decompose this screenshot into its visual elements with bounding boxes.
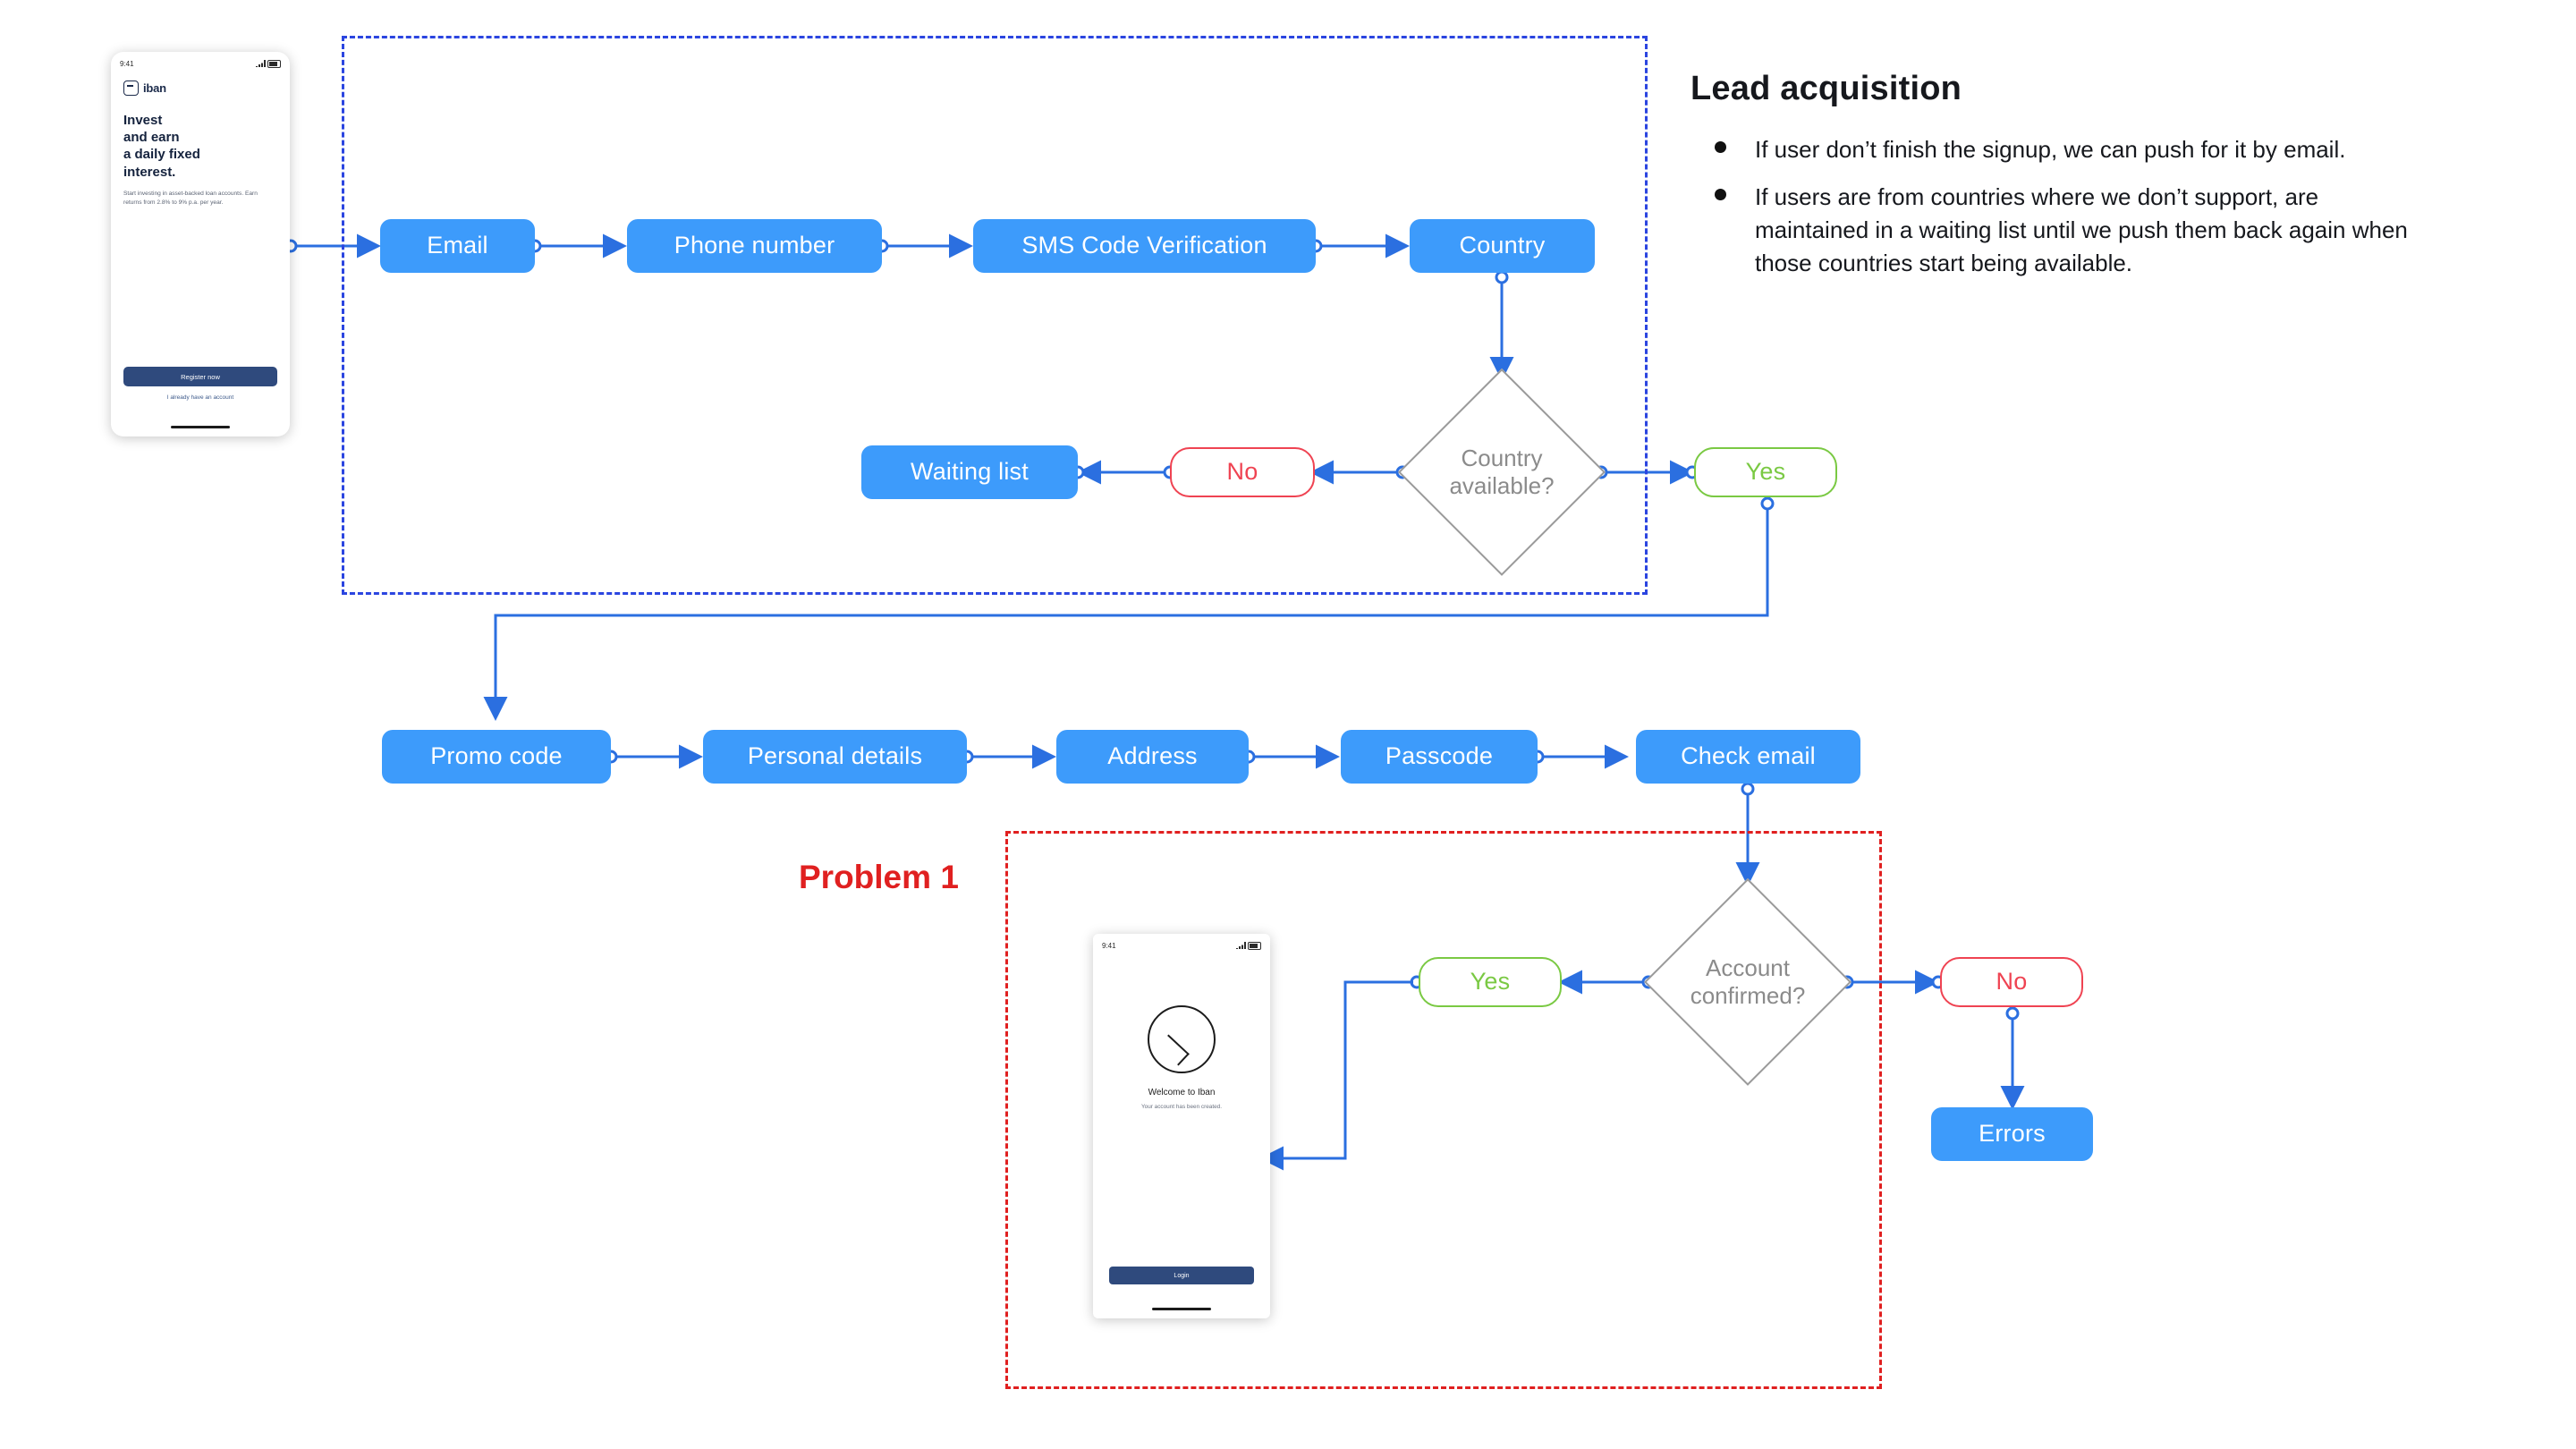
brand-row: [111, 72, 290, 96]
node-country[interactable]: [1410, 219, 1595, 273]
node-errors[interactable]: [1931, 1107, 2093, 1161]
node-country-yes-label: Yes: [1745, 458, 1786, 486]
signal-icon: [256, 60, 266, 67]
signup-body-copy: Start investing in asset-backed loan accounts. Earn returns from 2.8% to 9% p.a. per year.: [123, 190, 258, 206]
node-account-no-label: No: [1996, 968, 2028, 996]
node-account-yes-label: Yes: [1470, 968, 1511, 996]
node-sms-label: SMS Code Verification: [1021, 232, 1267, 259]
node-check-email[interactable]: [1636, 730, 1860, 784]
bullet-icon: [1715, 141, 1726, 153]
welcome-title: Welcome to Iban: [1148, 1088, 1216, 1097]
battery-icon: [1248, 942, 1261, 950]
decision-country-available: [1400, 370, 1604, 574]
phone-mockup-welcome: [1093, 934, 1270, 1318]
decision-country-label: [1400, 370, 1604, 574]
login-button[interactable]: [1109, 1267, 1254, 1284]
check-circle-icon: [1148, 1005, 1216, 1073]
node-phone-number[interactable]: [627, 219, 882, 273]
decision-account-line1: Account: [1706, 953, 1790, 981]
headline-line-2: and earn: [123, 130, 180, 146]
node-country-no-label: No: [1226, 458, 1258, 486]
headline-line-1: Invest: [123, 113, 163, 128]
battery-icon: [267, 60, 281, 68]
headline-line-3: a daily fixed: [123, 147, 200, 163]
decision-country-line1: Country: [1461, 444, 1543, 471]
home-indicator: [171, 426, 230, 428]
signup-headline: [111, 96, 290, 181]
status-bar: [111, 52, 290, 72]
notes-panel: [1690, 70, 2415, 294]
phone-mockup-signup: [111, 52, 290, 436]
home-indicator: [1152, 1308, 1211, 1310]
decision-country-line2: available?: [1449, 472, 1555, 499]
decision-account-line2: confirmed?: [1690, 982, 1806, 1009]
node-country-no[interactable]: [1170, 447, 1315, 497]
node-errors-label: Errors: [1979, 1120, 2046, 1148]
brand-name: iban: [143, 81, 166, 95]
node-waiting-list-label: Waiting list: [911, 458, 1029, 486]
note-item: [1755, 133, 2415, 166]
existing-account-label: I already have an account: [166, 394, 234, 401]
status-indicators: [256, 60, 281, 68]
node-email-label: Email: [427, 232, 488, 259]
register-now-button[interactable]: [123, 367, 277, 386]
notes-list: [1690, 133, 2415, 280]
node-promo-code[interactable]: [382, 730, 611, 784]
problem-1-label: Problem 1: [799, 859, 959, 895]
headline-line-4: interest.: [123, 164, 176, 180]
node-country-label: Country: [1459, 232, 1546, 259]
node-waiting-list[interactable]: [861, 445, 1078, 499]
node-account-no[interactable]: [1940, 957, 2083, 1007]
status-bar: [1093, 934, 1270, 953]
status-time: 9:41: [120, 59, 134, 68]
node-personal-details-label: Personal details: [747, 742, 923, 770]
node-phone-number-label: Phone number: [674, 232, 835, 259]
signal-icon: [1236, 942, 1246, 949]
status-indicators: [1236, 942, 1261, 950]
note-text: If user don’t finish the signup, we can push for it by email.: [1755, 136, 2346, 163]
welcome-subtitle: Your account has been created.: [1140, 1104, 1222, 1110]
bullet-icon: [1715, 189, 1726, 200]
status-time: 9:41: [1102, 941, 1116, 950]
node-promo-code-label: Promo code: [430, 742, 563, 770]
node-address[interactable]: [1056, 730, 1249, 784]
node-passcode[interactable]: [1341, 730, 1538, 784]
note-text: If users are from countries where we don’t support, are maintained in a waiting list until we push them back again when those countries start being available.: [1755, 182, 2408, 276]
node-country-yes[interactable]: [1694, 447, 1837, 497]
decision-account-label: [1646, 880, 1850, 1084]
node-account-yes[interactable]: [1419, 957, 1562, 1007]
register-now-label: Register now: [181, 372, 220, 381]
notes-title: Lead acquisition: [1690, 70, 1962, 107]
wallet-icon: [123, 80, 139, 96]
node-email[interactable]: [380, 219, 535, 273]
node-address-label: Address: [1107, 742, 1198, 770]
node-sms-code-verification[interactable]: [973, 219, 1316, 273]
node-personal-details[interactable]: [703, 730, 967, 784]
existing-account-link[interactable]: [111, 394, 290, 401]
node-passcode-label: Passcode: [1385, 742, 1494, 770]
note-item: [1755, 181, 2415, 280]
decision-account-confirmed: [1646, 880, 1850, 1084]
login-label: Login: [1174, 1272, 1190, 1279]
node-check-email-label: Check email: [1681, 742, 1816, 770]
